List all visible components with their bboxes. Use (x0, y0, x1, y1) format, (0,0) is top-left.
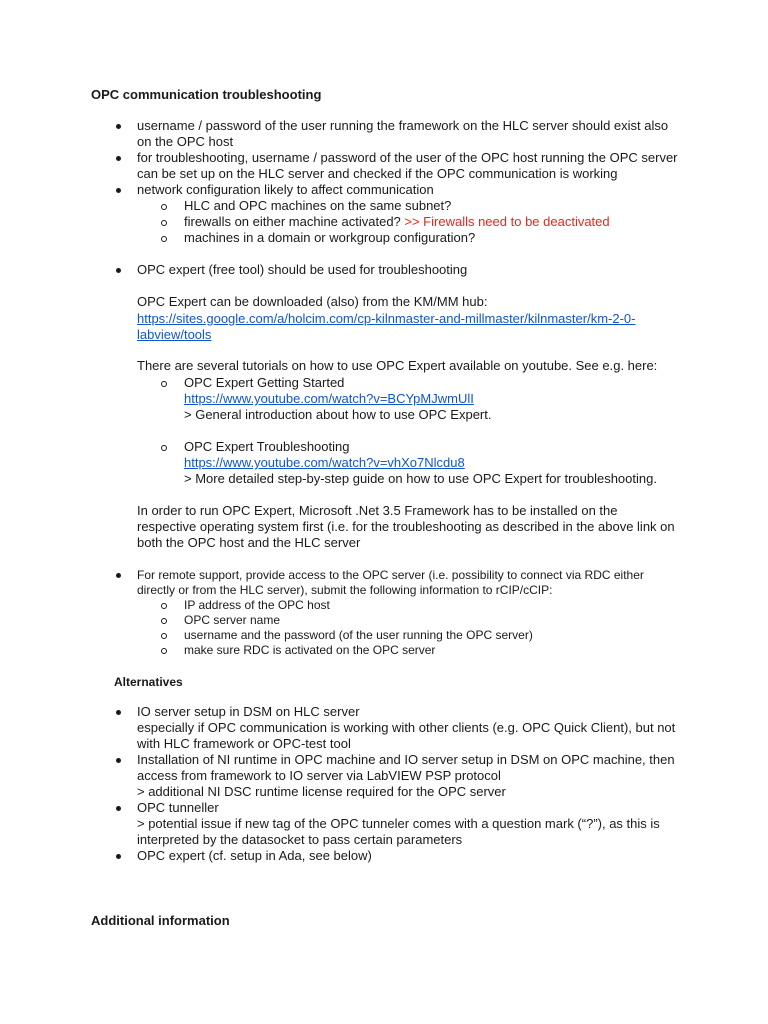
list-item-text: Installation of NI runtime in OPC machine and IO server setup in DSM on OPC machine, then (137, 752, 675, 767)
list-item-text: on the OPC host (137, 134, 234, 149)
sub-item-text: HLC and OPC machines on the same subnet? (184, 198, 452, 213)
bullet (116, 573, 121, 578)
sub-bullet (161, 220, 167, 226)
list-item-text: interpreted by the datasocket to pass certain parameters (137, 832, 463, 847)
tutorial-link[interactable]: https://www.youtube.com/watch?v=BCYpMJwmUlI (184, 391, 474, 406)
sub-bullet (161, 236, 167, 242)
list-item-text: > additional NI DSC runtime license required for the OPC server (137, 784, 506, 799)
alternatives-heading: Alternatives (114, 675, 183, 689)
sub-item-text: machines in a domain or workgroup configuration? (184, 230, 476, 245)
paragraph-text: respective operating system first (i.e. for the troubleshooting as described in the above link on (137, 519, 675, 534)
list-item-text: network configuration likely to affect communication (137, 182, 434, 197)
bullet (116, 124, 121, 129)
list-item-text: with HLC framework or OPC-test tool (137, 736, 351, 751)
list-item-text: > potential issue if new tag of the OPC tunneler comes with a question mark (“?”), as this is (137, 816, 660, 831)
bullet (116, 854, 121, 859)
sub-bullet (161, 381, 167, 387)
sub-bullet (161, 618, 167, 624)
additional-info-heading: Additional information (91, 913, 230, 928)
list-item-text: directly or from the HLC server), submit the following information to rCIP/cCIP: (137, 583, 553, 597)
list-item-text: especially if OPC communication is working with other clients (e.g. OPC Quick Client), but not (137, 720, 676, 735)
bullet (116, 268, 121, 273)
tutorial-link[interactable]: https://www.youtube.com/watch?v=vhXo7Nlcdu8 (184, 455, 465, 470)
sub-item-text-part: firewalls on either machine activated? (184, 214, 405, 229)
list-item-text: OPC tunneller (137, 800, 219, 815)
list-item-text: for troubleshooting, username / password of the user of the OPC host running the OPC server (137, 150, 678, 165)
list-item-text: OPC expert (free tool) should be used for troubleshooting (137, 262, 468, 277)
list-item-text: OPC expert (cf. setup in Ada, see below) (137, 848, 372, 863)
bullet (116, 758, 121, 763)
paragraph-text: There are several tutorials on how to use OPC Expert available on youtube. See e.g. here: (137, 358, 658, 373)
tutorial-title: OPC Expert Getting Started (184, 375, 345, 390)
sub-bullet (161, 204, 167, 210)
link-km-mm-hub[interactable]: https://sites.google.com/a/holcim.com/cp-kilnmaster-and-millmaster/kilnmaster/km-2-0- (137, 311, 636, 326)
sub-bullet (161, 633, 167, 639)
paragraph-text: In order to run OPC Expert, Microsoft .Net 3.5 Framework has to be installed on the (137, 503, 618, 518)
bullet (116, 188, 121, 193)
list-item-text: username / password of the user running the framework on the HLC server should exist also (137, 118, 669, 133)
sub-bullet (161, 603, 167, 609)
warning-text: >> Firewalls need to be deactivated (404, 214, 610, 229)
sub-item-text: username and the password (of the user running the OPC server) (184, 628, 533, 642)
paragraph-text: both the OPC host and the HLC server (137, 535, 361, 550)
list-item-text: can be set up on the HLC server and checked if the OPC communication is working (137, 166, 618, 181)
paragraph-text: OPC Expert can be downloaded (also) from the KM/MM hub: (137, 294, 488, 309)
bullet (116, 806, 121, 811)
bullet (116, 710, 121, 715)
page-title: OPC communication troubleshooting (91, 87, 322, 102)
sub-bullet (161, 445, 167, 451)
sub-bullet (161, 648, 167, 654)
list-item-text: IO server setup in DSM on HLC server (137, 704, 360, 719)
list-item-text: For remote support, provide access to the OPC server (i.e. possibility to connect via RDC either (137, 568, 644, 582)
sub-item-text (184, 214, 610, 230)
link-km-mm-hub-cont[interactable]: labview/tools (137, 327, 212, 342)
sub-item-text: IP address of the OPC host (184, 598, 330, 612)
tutorial-description: > General introduction about how to use OPC Expert. (184, 407, 492, 422)
bullet (116, 156, 121, 161)
list-item-text: access from framework to IO server via LabVIEW PSP protocol (137, 768, 501, 783)
sub-item-text: make sure RDC is activated on the OPC server (184, 643, 436, 657)
tutorial-title: OPC Expert Troubleshooting (184, 439, 350, 454)
tutorial-description: > More detailed step-by-step guide on how to use OPC Expert for troubleshooting. (184, 471, 657, 486)
sub-item-text: OPC server name (184, 613, 281, 627)
